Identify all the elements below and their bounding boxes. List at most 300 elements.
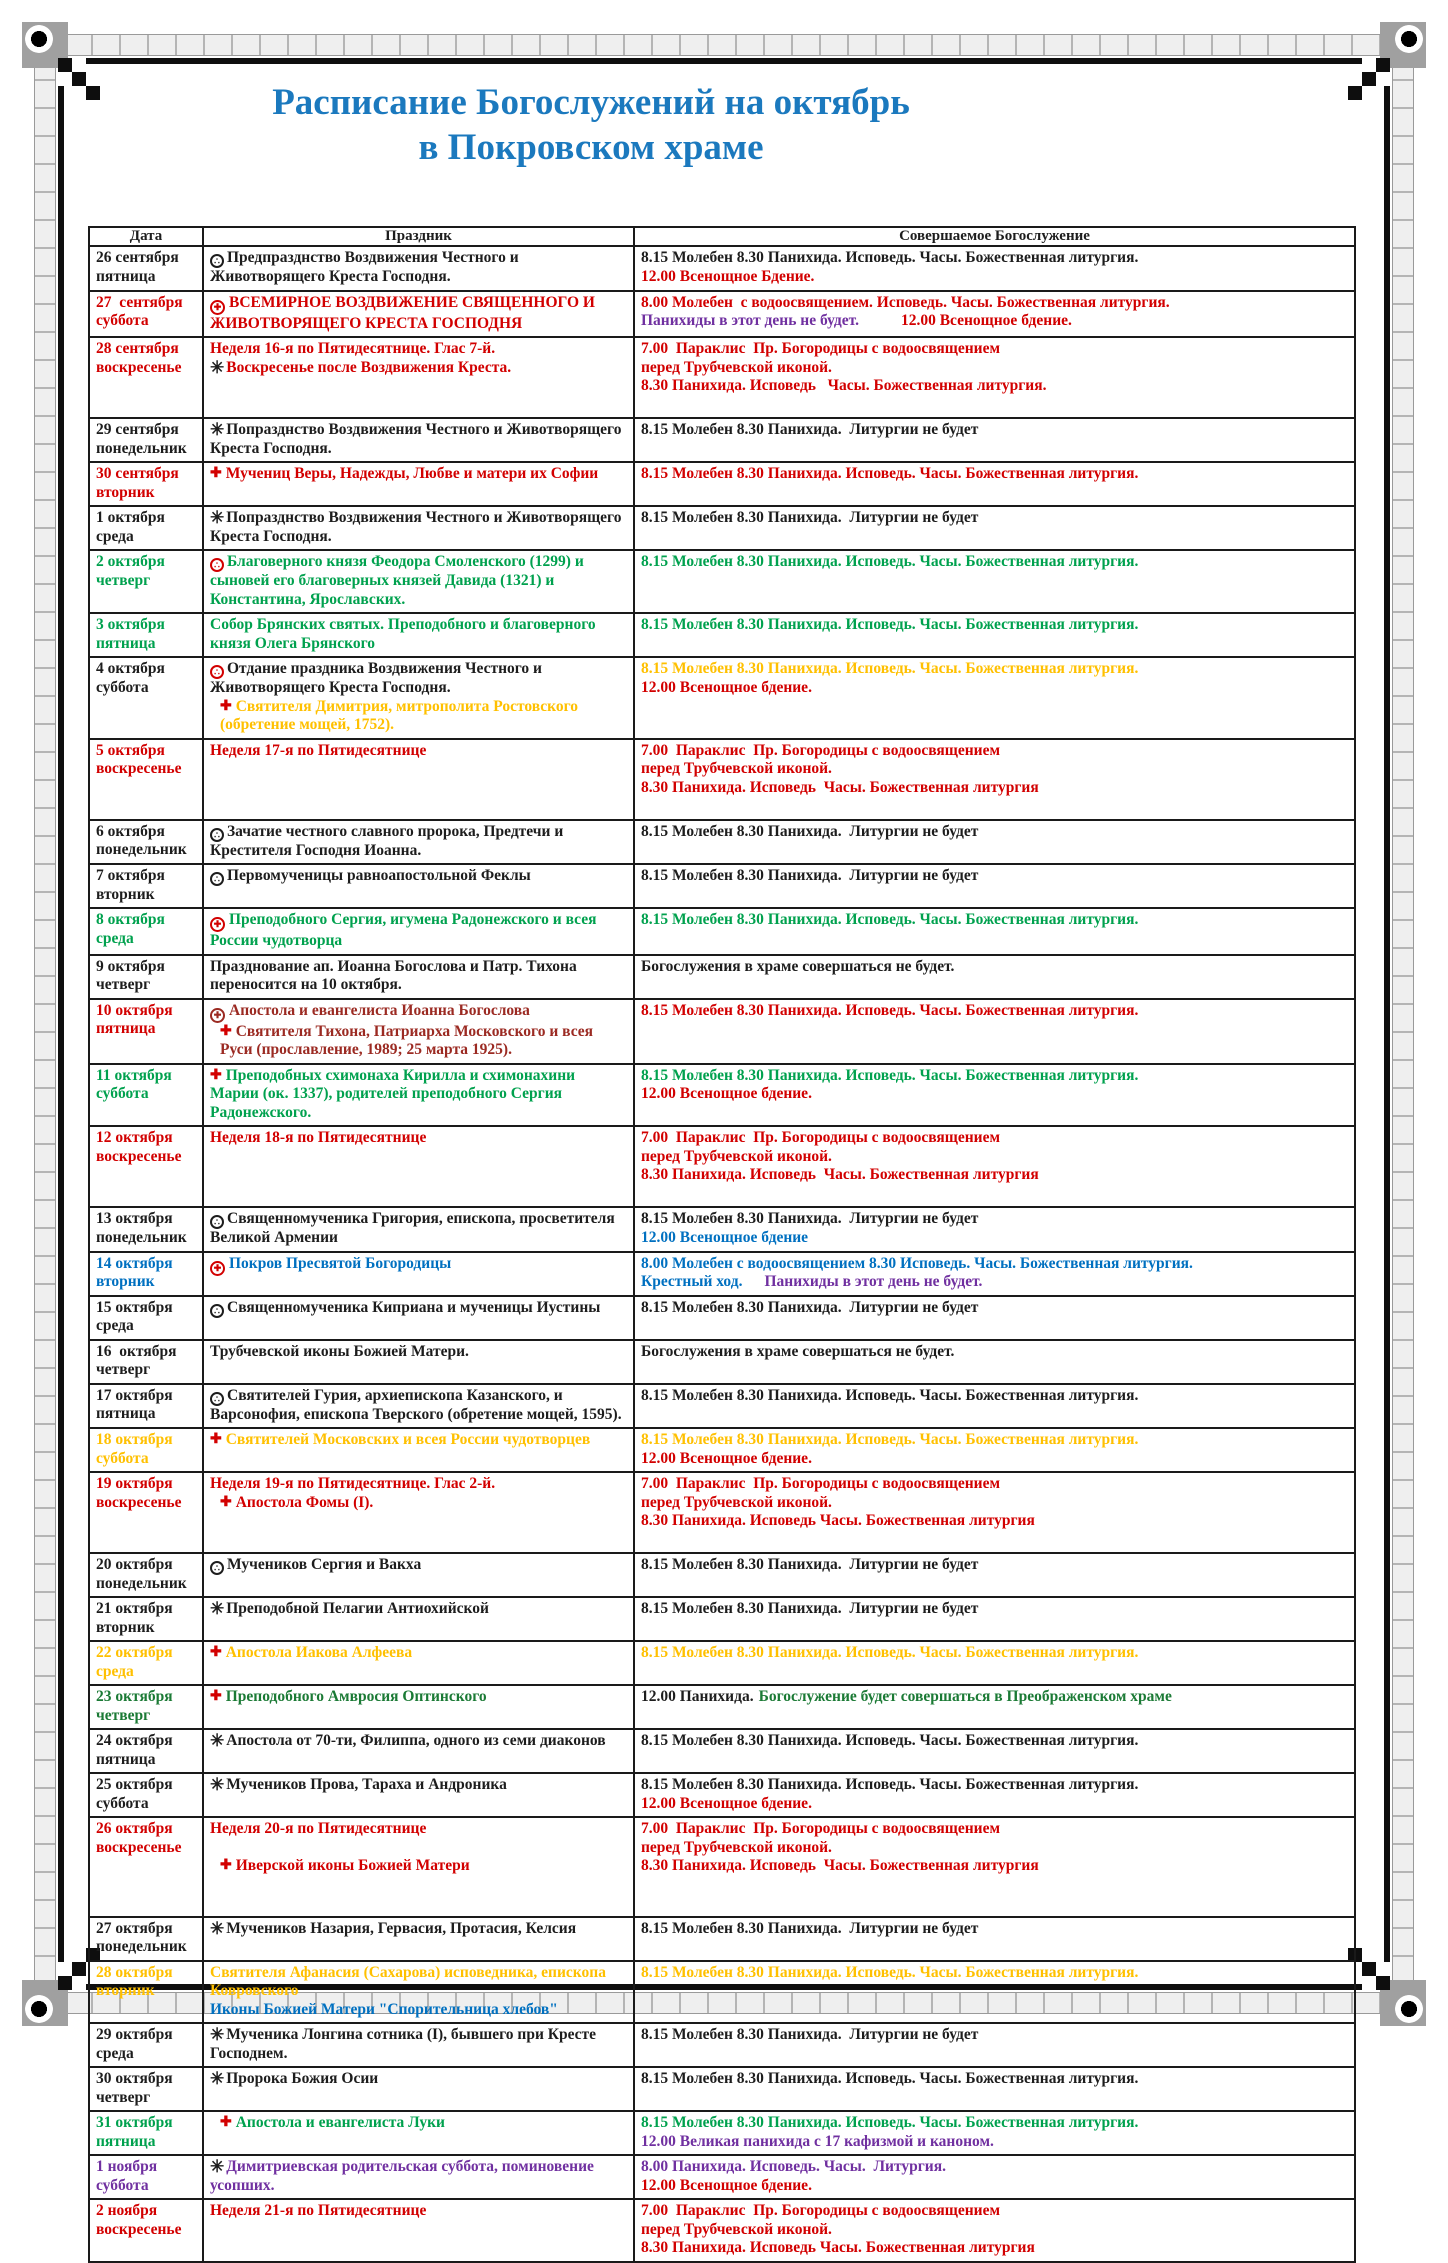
date-cell bbox=[89, 506, 203, 550]
feast-cell bbox=[203, 1296, 634, 1340]
service-cell bbox=[634, 1126, 1355, 1207]
feast-cell bbox=[203, 739, 634, 820]
service-line bbox=[641, 1531, 1348, 1550]
date-cell bbox=[89, 2111, 203, 2155]
service-line bbox=[641, 797, 1348, 816]
feast-line bbox=[210, 660, 627, 698]
table-row bbox=[89, 2199, 1355, 2262]
date-text: 23 октября bbox=[96, 1688, 173, 1706]
date-cell bbox=[89, 1296, 203, 1340]
table-row bbox=[89, 1340, 1355, 1384]
weekday-text: среда bbox=[96, 2044, 134, 2062]
feast-line bbox=[210, 2070, 627, 2089]
feast-line bbox=[210, 1002, 627, 1023]
text-segment: 8.15 Молебен 8.30 Панихида. Исповедь. Часы. Божественная литургия. bbox=[641, 465, 1139, 483]
date-text: 26 октября bbox=[96, 1820, 173, 1838]
text-segment: 12.00 Великая панихида с 17 кафизмой и каноном. bbox=[641, 2132, 994, 2150]
text-segment: 7.00 Параклис Пр. Богородицы с водоосвящением bbox=[641, 741, 1001, 759]
date-cell bbox=[89, 291, 203, 338]
feast-line bbox=[210, 1494, 627, 1513]
typikon-six-service-icon: ∴ bbox=[210, 1392, 224, 1406]
service-line bbox=[641, 1494, 1348, 1513]
feast-cell bbox=[203, 1064, 634, 1127]
text-segment: 8.15 Молебен 8.30 Панихида. Литургии не будет bbox=[641, 509, 979, 527]
service-line bbox=[641, 359, 1348, 378]
service-line bbox=[641, 1600, 1348, 1619]
weekday-text: пятница bbox=[96, 2132, 156, 2150]
text-segment: 8.15 Молебен 8.30 Панихида. Исповедь. Часы. Божественная литургия. bbox=[641, 1066, 1139, 1084]
feast-line bbox=[210, 911, 627, 951]
feast-line bbox=[210, 1820, 627, 1839]
typikon-doxology-asterisk-icon: ✳ bbox=[210, 420, 225, 440]
feast-line bbox=[210, 465, 627, 484]
text-segment: Благоверного князя Феодора Смоленского (1299) и сыновей его благоверных князей Давида (1321) и Константина, Ярославских. bbox=[210, 553, 588, 608]
text-segment: Зачатие честного славного пророка, Предтечи и Крестителя Господня Иоанна. bbox=[210, 822, 568, 859]
text-segment: 8.15 Молебен 8.30 Панихида. Исповедь. Часы. Божественная литургия. bbox=[641, 2114, 1139, 2132]
text-segment: Пророка Божия Осии bbox=[226, 2070, 379, 2088]
table-row bbox=[89, 462, 1355, 506]
date-cell bbox=[89, 1428, 203, 1472]
service-cell bbox=[634, 2067, 1355, 2111]
weekday-text: четверг bbox=[96, 2088, 151, 2106]
date-text: 29 сентября bbox=[96, 421, 179, 439]
column-header-service: Совершаемое Богослужение bbox=[634, 227, 1355, 246]
typikon-six-service-icon: ∴ bbox=[210, 1304, 224, 1318]
service-line bbox=[641, 2133, 1348, 2152]
text-segment: Мучеников Прова, Тараха и Андроника bbox=[226, 1776, 507, 1794]
text-segment: 12.00 Панихида. bbox=[641, 1688, 754, 1706]
text-segment: 8.15 Молебен 8.30 Панихида. Литургии не будет bbox=[641, 1556, 979, 1574]
table-row bbox=[89, 1553, 1355, 1597]
date-cell bbox=[89, 1597, 203, 1641]
text-segment: Неделя 18-я по Пятидесятнице bbox=[210, 1129, 427, 1147]
service-cell bbox=[634, 1472, 1355, 1553]
weekday-text: воскресенье bbox=[96, 760, 182, 778]
date-cell bbox=[89, 1641, 203, 1685]
service-line bbox=[641, 1148, 1348, 1167]
date-cell bbox=[89, 1961, 203, 2024]
text-segment: Апостола от 70-ти, Филиппа, одного из семи диаконов bbox=[226, 1732, 606, 1750]
weekday-text: четверг bbox=[96, 976, 151, 994]
service-line bbox=[641, 1002, 1348, 1021]
feast-line bbox=[210, 1964, 627, 2001]
weekday-text: среда bbox=[96, 527, 134, 545]
feast-cell bbox=[203, 337, 634, 418]
weekday-text: суббота bbox=[96, 312, 149, 330]
text-segment: 8.30 Панихида. Исповедь Часы. Божественная литургия bbox=[641, 778, 1039, 796]
frame-corner-ornament bbox=[22, 1980, 68, 2026]
frame-tick-band-right bbox=[1392, 64, 1414, 1984]
table-row bbox=[89, 1685, 1355, 1729]
service-line bbox=[641, 779, 1348, 798]
service-line bbox=[641, 1512, 1348, 1531]
frame-tick-band-top bbox=[64, 34, 1384, 56]
date-text: 2 октября bbox=[96, 553, 165, 571]
text-segment: 7.00 Параклис Пр. Богородицы с водоосвящением bbox=[641, 2202, 1001, 2220]
weekday-text: воскресенье bbox=[96, 358, 182, 376]
service-line bbox=[641, 2239, 1348, 2258]
text-segment: Димитриевская родительская суббота, поминовение усопших. bbox=[210, 2158, 598, 2194]
service-cell bbox=[634, 1064, 1355, 1127]
service-line bbox=[641, 249, 1348, 268]
table-row bbox=[89, 864, 1355, 908]
feast-cell bbox=[203, 246, 634, 291]
date-cell bbox=[89, 1384, 203, 1429]
feast-cell bbox=[203, 1961, 634, 2024]
date-cell bbox=[89, 1917, 203, 1961]
feast-cell bbox=[203, 1553, 634, 1597]
feast-cell bbox=[203, 1428, 634, 1472]
text-segment: Первомученицы равноапостольной Феклы bbox=[227, 867, 531, 885]
service-line bbox=[641, 2221, 1348, 2240]
feast-cell bbox=[203, 2155, 634, 2199]
text-segment: Апостола и евангелиста Иоанна Богослова bbox=[229, 1001, 530, 1019]
text-segment: Мучеников Назария, Гервасия, Протасия, Келсия bbox=[226, 1919, 577, 1937]
date-text: 24 октября bbox=[96, 1732, 173, 1750]
typikon-vigil-circled-cross-icon: ✚ bbox=[210, 1261, 225, 1276]
text-segment: Панихиды в этот день не будет. bbox=[641, 312, 859, 330]
text-segment: Попразднство Воздвижения Честного и Животворящего Креста Господня. bbox=[210, 421, 626, 457]
text-segment: Святителя Димитрия, митрополита Ростовского (обретение мощей, 1752). bbox=[220, 697, 582, 734]
weekday-text: среда bbox=[96, 929, 134, 947]
text-segment: Иверской иконы Божией Матери bbox=[235, 1857, 470, 1875]
typikon-doxology-asterisk-icon: ✳ bbox=[210, 508, 225, 528]
date-text: 1 октября bbox=[96, 509, 165, 527]
frame-corner-ornament bbox=[1380, 22, 1426, 68]
typikon-polyeleos-cross-icon: ✚ bbox=[210, 1645, 222, 1661]
feast-cell bbox=[203, 291, 634, 338]
date-text: 26 сентября bbox=[96, 249, 179, 267]
text-segment: 8.00 Молебен с водоосвящением. Исповедь. Часы. Божественная литургия. bbox=[641, 293, 1170, 311]
feast-cell bbox=[203, 1597, 634, 1641]
frame-corner-ornament bbox=[22, 22, 68, 68]
feast-cell bbox=[203, 1340, 634, 1384]
service-line bbox=[641, 294, 1348, 313]
table-row bbox=[89, 1917, 1355, 1961]
date-cell bbox=[89, 1252, 203, 1296]
service-cell bbox=[634, 246, 1355, 291]
feast-line bbox=[210, 1431, 627, 1450]
service-line bbox=[641, 340, 1348, 359]
text-segment: Покров Пресвятой Богородицы bbox=[229, 1254, 452, 1272]
text-segment: 12.00 Всенощное бдение bbox=[641, 1228, 809, 1246]
date-cell bbox=[89, 1817, 203, 1917]
text-segment: перед Трубчевской иконой. bbox=[641, 1838, 832, 1856]
feast-cell bbox=[203, 506, 634, 550]
service-line bbox=[641, 1229, 1348, 1248]
weekday-text: понедельник bbox=[96, 1228, 187, 1246]
service-cell bbox=[634, 550, 1355, 613]
feast-line bbox=[210, 616, 627, 653]
service-line bbox=[641, 1067, 1348, 1086]
typikon-doxology-asterisk-icon: ✳ bbox=[210, 2025, 225, 2045]
weekday-text: суббота bbox=[96, 2176, 149, 2194]
text-segment: 8.15 Молебен 8.30 Панихида. Исповедь. Часы. Божественная литургия. bbox=[641, 911, 1139, 929]
table-row bbox=[89, 1428, 1355, 1472]
typikon-polyeleos-cross-icon: ✚ bbox=[220, 1494, 232, 1510]
text-segment: Преподобного Амвросия Оптинского bbox=[225, 1688, 487, 1706]
page-title-line2: в Покровском храме bbox=[418, 127, 764, 169]
table-row bbox=[89, 418, 1355, 462]
date-text: 7 октября bbox=[96, 867, 165, 885]
service-line bbox=[641, 509, 1348, 528]
feast-line bbox=[210, 867, 627, 886]
text-segment: Преподобного Сергия, игумена Радонежского и всея России чудотворца bbox=[210, 911, 601, 950]
text-segment: 8.15 Молебен 8.30 Панихида. Литургии не будет bbox=[641, 867, 979, 885]
text-segment: Мучениц Веры, Надежды, Любве и матери их Софии bbox=[225, 465, 599, 483]
service-line bbox=[641, 1475, 1348, 1494]
feast-line bbox=[210, 2158, 627, 2195]
date-text: 10 октября bbox=[96, 1001, 173, 1019]
text-segment: Собор Брянских святых. Преподобного и благоверного князя Олега Брянского bbox=[210, 616, 600, 652]
date-cell bbox=[89, 462, 203, 506]
date-text: 22 октября bbox=[96, 1644, 173, 1662]
feast-line bbox=[210, 1556, 627, 1575]
table-row bbox=[89, 1641, 1355, 1685]
table-row bbox=[89, 1729, 1355, 1773]
weekday-text: пятница bbox=[96, 1020, 156, 1038]
feast-cell bbox=[203, 462, 634, 506]
text-segment: Священномученика Киприана и мученицы Иустины bbox=[227, 1298, 601, 1316]
text-segment: Попразднство Воздвижения Честного и Животворящего Креста Господня. bbox=[210, 509, 626, 545]
feast-line bbox=[210, 421, 627, 458]
text-segment: 8.15 Молебен 8.30 Панихида. Исповедь. Часы. Божественная литургия. bbox=[641, 553, 1139, 571]
feast-line bbox=[210, 823, 627, 861]
service-cell bbox=[634, 2199, 1355, 2262]
service-line bbox=[641, 1450, 1348, 1469]
date-cell bbox=[89, 2023, 203, 2067]
feast-line bbox=[210, 1644, 627, 1663]
weekday-text: пятница bbox=[96, 1750, 156, 1768]
service-line bbox=[641, 823, 1348, 842]
table-row bbox=[89, 657, 1355, 739]
feast-line bbox=[210, 1920, 627, 1939]
typikon-polyeleos-cross-icon: ✚ bbox=[220, 2115, 232, 2131]
table-header-row bbox=[89, 227, 1355, 246]
feast-cell bbox=[203, 1126, 634, 1207]
table-row bbox=[89, 2023, 1355, 2067]
typikon-doxology-asterisk-icon: ✳ bbox=[210, 1918, 225, 1938]
date-text: 15 октября bbox=[96, 1298, 173, 1316]
feast-line bbox=[210, 1299, 627, 1318]
table-row bbox=[89, 1961, 1355, 2024]
text-segment: Неделя 20-я по Пятидесятнице bbox=[210, 1820, 427, 1838]
service-cell bbox=[634, 1252, 1355, 1296]
service-line bbox=[641, 2202, 1348, 2221]
text-segment: Празднование ап. Иоанна Богослова и Патр. Тихона переносится на 10 октября. bbox=[210, 957, 581, 994]
schedule-body bbox=[89, 246, 1355, 2262]
date-cell bbox=[89, 1472, 203, 1553]
text-segment: перед Трубчевской иконой. bbox=[641, 2220, 832, 2238]
weekday-text: понедельник bbox=[96, 439, 187, 457]
typikon-six-service-icon: ∴ bbox=[210, 828, 224, 842]
feast-cell bbox=[203, 864, 634, 908]
feast-cell bbox=[203, 1641, 634, 1685]
typikon-polyeleos-cross-icon: ✚ bbox=[210, 1067, 222, 1083]
table-row bbox=[89, 1252, 1355, 1296]
feast-line bbox=[210, 958, 627, 995]
date-cell bbox=[89, 2199, 203, 2262]
date-text: 31 октября bbox=[96, 2114, 173, 2132]
text-segment: Апостола Фомы (I). bbox=[235, 1493, 374, 1511]
date-text: 27 сентября bbox=[96, 293, 183, 311]
date-text: 5 октября bbox=[96, 741, 165, 759]
feast-cell bbox=[203, 908, 634, 955]
text-segment: перед Трубчевской иконой. bbox=[641, 1493, 832, 1511]
feast-cell bbox=[203, 1207, 634, 1252]
text-segment: ВСЕМИРНОЕ ВОЗДВИЖЕНИЕ СВЯЩЕННОГО И ЖИВОТВОРЯЩЕГО КРЕСТА ГОСПОДНЯ bbox=[210, 293, 599, 332]
column-header-feast: Праздник bbox=[203, 227, 634, 246]
feast-line bbox=[210, 1255, 627, 1276]
service-cell bbox=[634, 2023, 1355, 2067]
text-segment: 8.15 Молебен 8.30 Панихида. Исповедь. Часы. Божественная литургия. bbox=[641, 616, 1139, 634]
table-row bbox=[89, 1207, 1355, 1252]
feast-cell bbox=[203, 2199, 634, 2262]
feast-cell bbox=[203, 657, 634, 739]
typikon-polyeleos-cross-icon: ✚ bbox=[210, 1689, 222, 1705]
text-segment: 12.00 Всенощное бдение. bbox=[641, 1449, 812, 1467]
text-segment: 8.30 Панихида. Исповедь Часы. Божественная литургия. bbox=[641, 377, 1047, 395]
feast-line bbox=[210, 1688, 627, 1707]
service-cell bbox=[634, 1597, 1355, 1641]
text-segment: Мучеников Сергия и Вакха bbox=[227, 1556, 422, 1574]
text-segment: 8.15 Молебен 8.30 Панихида. Исповедь. Часы. Божественная литургия. bbox=[641, 660, 1139, 678]
text-segment: перед Трубчевской иконой. bbox=[641, 760, 832, 778]
date-cell bbox=[89, 550, 203, 613]
service-line bbox=[641, 1387, 1348, 1406]
typikon-six-service-icon: ∴ bbox=[210, 558, 224, 572]
feast-line bbox=[210, 1857, 627, 1876]
feast-line bbox=[210, 553, 627, 609]
feast-line bbox=[210, 294, 627, 334]
table-row bbox=[89, 613, 1355, 657]
table-row bbox=[89, 1597, 1355, 1641]
date-cell bbox=[89, 1126, 203, 1207]
service-line bbox=[641, 377, 1348, 396]
feast-line bbox=[210, 2001, 627, 2020]
feast-line bbox=[210, 509, 627, 546]
service-line bbox=[641, 2177, 1348, 2196]
service-cell bbox=[634, 1817, 1355, 1917]
feast-line bbox=[210, 1600, 627, 1619]
weekday-text: понедельник bbox=[96, 841, 187, 859]
feast-cell bbox=[203, 1729, 634, 1773]
feast-line bbox=[210, 1776, 627, 1795]
feast-cell bbox=[203, 550, 634, 613]
text-segment: 12.00 Всенощное бдение. bbox=[900, 312, 1072, 330]
table-row bbox=[89, 506, 1355, 550]
date-cell bbox=[89, 1553, 203, 1597]
service-line bbox=[641, 396, 1348, 415]
text-segment: Святителя Тихона, Патриарха Московского и всея Руси (прославление, 1989; 25 марта 1925). bbox=[220, 1022, 597, 1059]
typikon-doxology-asterisk-icon: ✳ bbox=[210, 1775, 225, 1795]
service-line bbox=[641, 1857, 1348, 1876]
service-cell bbox=[634, 999, 1355, 1064]
service-cell bbox=[634, 1917, 1355, 1961]
service-line bbox=[641, 1894, 1348, 1913]
feast-line bbox=[210, 340, 627, 359]
weekday-text: воскресенье bbox=[96, 1147, 182, 1165]
text-segment: 12.00 Всенощное бдение. bbox=[641, 2176, 812, 2194]
weekday-text: вторник bbox=[96, 483, 155, 501]
typikon-vigil-circled-cross-icon: ✚ bbox=[210, 917, 225, 932]
text-segment: 7.00 Параклис Пр. Богородицы с водоосвящением bbox=[641, 340, 1001, 358]
feast-line bbox=[210, 1210, 627, 1248]
service-cell bbox=[634, 1641, 1355, 1685]
text-segment: Святителя Афанасия (Сахарова) исповедника, епископа Ковровского bbox=[210, 1963, 610, 2000]
weekday-text: суббота bbox=[96, 1794, 149, 1812]
table-row bbox=[89, 291, 1355, 338]
date-text: 16 октября bbox=[96, 1342, 177, 1360]
typikon-six-service-icon: ∴ bbox=[210, 665, 224, 679]
service-cell bbox=[634, 1340, 1355, 1384]
table-row bbox=[89, 739, 1355, 820]
text-segment: 7.00 Параклис Пр. Богородицы с водоосвящением bbox=[641, 1129, 1001, 1147]
table-row bbox=[89, 908, 1355, 955]
typikon-polyeleos-cross-icon: ✚ bbox=[210, 1432, 222, 1448]
page-title-line1: Расписание Богослужений на октябрь bbox=[272, 82, 910, 123]
feast-line bbox=[210, 742, 627, 761]
date-text: 11 октября bbox=[96, 1066, 172, 1084]
feast-line bbox=[210, 1839, 627, 1858]
page-content bbox=[86, 72, 1364, 2263]
feast-line bbox=[210, 1732, 627, 1751]
feast-line bbox=[210, 1023, 627, 1060]
date-text: 27 октября bbox=[96, 1919, 173, 1937]
service-line bbox=[641, 867, 1348, 886]
text-segment: 12.00 Всенощное бдение. bbox=[641, 1794, 812, 1812]
service-line bbox=[641, 2114, 1348, 2133]
date-cell bbox=[89, 2067, 203, 2111]
text-segment: 8.30 Панихида. Исповедь Часы. Божественная литургия bbox=[641, 1166, 1039, 1184]
service-line bbox=[641, 1556, 1348, 1575]
feast-cell bbox=[203, 1817, 634, 1917]
text-segment: 8.15 Молебен 8.30 Панихида. Исповедь. Часы. Божественная литургия. bbox=[641, 1431, 1139, 1449]
date-text: 18 октября bbox=[96, 1431, 173, 1449]
service-line bbox=[641, 1255, 1348, 1274]
service-line bbox=[641, 2158, 1348, 2177]
text-segment: Святителей Московских и всея России чудотворцев bbox=[225, 1431, 591, 1449]
text-segment: Апостола и евангелиста Луки bbox=[235, 2114, 445, 2132]
service-line bbox=[641, 553, 1348, 572]
feast-line bbox=[210, 1343, 627, 1362]
service-line bbox=[641, 1299, 1348, 1318]
typikon-six-service-icon: ∴ bbox=[210, 1215, 224, 1229]
service-cell bbox=[634, 613, 1355, 657]
text-segment: Мученика Лонгина сотника (I), бывшего при Кресте Господнем. bbox=[210, 2026, 600, 2062]
service-line bbox=[641, 1795, 1348, 1814]
weekday-text: пятница bbox=[96, 1405, 156, 1423]
feast-cell bbox=[203, 1773, 634, 1817]
text-segment: Трубчевской иконы Божией Матери. bbox=[210, 1342, 469, 1360]
service-cell bbox=[634, 1296, 1355, 1340]
service-line bbox=[641, 1688, 1348, 1707]
text-segment: Отдание праздника Воздвижения Честного и Животворящего Креста Господня. bbox=[210, 660, 546, 697]
table-row bbox=[89, 1126, 1355, 1207]
typikon-polyeleos-cross-icon: ✚ bbox=[220, 1023, 232, 1039]
text-segment: Неделя 17-я по Пятидесятнице bbox=[210, 741, 427, 759]
date-text: 8 октября bbox=[96, 911, 165, 929]
text-segment: Неделя 16-я по Пятидесятнице. Глас 7-й. bbox=[210, 340, 496, 358]
feast-cell bbox=[203, 820, 634, 865]
text-segment: 12.00 Всенощное бдение. bbox=[641, 678, 812, 696]
table-row bbox=[89, 2067, 1355, 2111]
weekday-text: пятница bbox=[96, 634, 156, 652]
date-text: 1 ноября bbox=[96, 2158, 158, 2176]
feast-cell bbox=[203, 955, 634, 999]
typikon-six-service-icon: ∴ bbox=[210, 254, 224, 268]
table-row bbox=[89, 1817, 1355, 1917]
